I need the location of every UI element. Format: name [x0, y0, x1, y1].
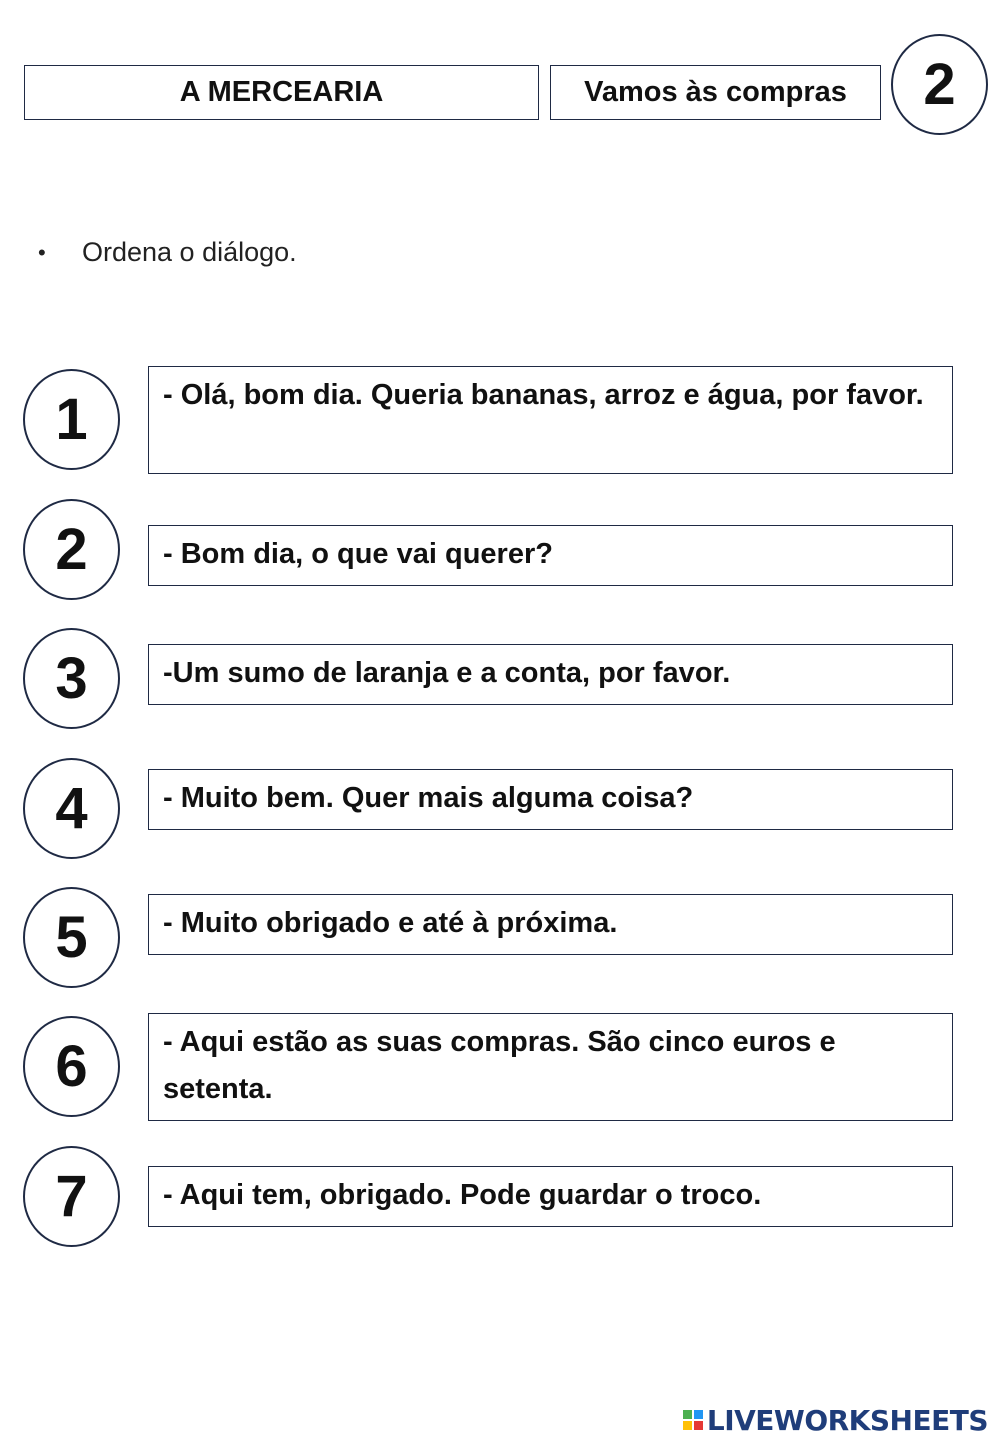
worksheet-subtitle-text: Vamos às compras	[584, 76, 847, 108]
instruction-text: Ordena o diálogo.	[82, 237, 297, 267]
order-number-circle-4[interactable]	[23, 758, 120, 859]
liveworksheets-brand-text: LIVEWORKSHEETS	[706, 1403, 988, 1437]
dialogue-line-text: - Olá, bom dia. Queria bananas, arroz e água, por favor.	[163, 379, 924, 411]
liveworksheets-logo[interactable]	[683, 1400, 988, 1440]
dialogue-line-text: - Muito obrigado e até à próxima.	[163, 907, 618, 939]
dialogue-line-text: -Um sumo de laranja e a conta, por favor.	[163, 657, 731, 689]
order-number: 6	[55, 1034, 88, 1099]
instruction	[38, 237, 297, 268]
dialogue-line-text: - Bom dia, o que vai querer?	[163, 538, 553, 570]
dialogue-line-4[interactable]	[148, 769, 953, 830]
order-number-circle-7[interactable]	[23, 1146, 120, 1247]
order-number: 2	[55, 517, 88, 582]
order-number-circle-6[interactable]	[23, 1016, 120, 1117]
liveworksheets-logo-icon	[683, 1410, 703, 1430]
order-number-circle-1[interactable]	[23, 369, 120, 470]
order-number: 4	[55, 776, 88, 841]
dialogue-line-3[interactable]	[148, 644, 953, 705]
order-number: 7	[55, 1164, 88, 1229]
order-number: 3	[55, 646, 88, 711]
dialogue-line-5[interactable]	[148, 894, 953, 955]
order-number: 1	[55, 387, 88, 452]
order-number-circle-2[interactable]	[23, 499, 120, 600]
sheet-number-badge	[891, 34, 988, 135]
order-number-circle-3[interactable]	[23, 628, 120, 729]
bullet-icon: •	[38, 239, 46, 265]
worksheet-title	[24, 65, 539, 120]
dialogue-line-7[interactable]	[148, 1166, 953, 1227]
dialogue-line-text: - Muito bem. Quer mais alguma coisa?	[163, 782, 694, 814]
dialogue-line-2[interactable]	[148, 525, 953, 586]
worksheet-title-text: A MERCEARIA	[179, 76, 384, 108]
sheet-number-text: 2	[923, 52, 956, 117]
dialogue-line-1[interactable]	[148, 366, 953, 474]
dialogue-line-text: - Aqui estão as suas compras. São cinco euros e setenta.	[163, 1026, 836, 1105]
worksheet-subtitle	[550, 65, 881, 120]
dialogue-line-6[interactable]	[148, 1013, 953, 1121]
order-number: 5	[55, 905, 88, 970]
order-number-circle-5[interactable]	[23, 887, 120, 988]
dialogue-line-text: - Aqui tem, obrigado. Pode guardar o troco.	[163, 1179, 762, 1211]
